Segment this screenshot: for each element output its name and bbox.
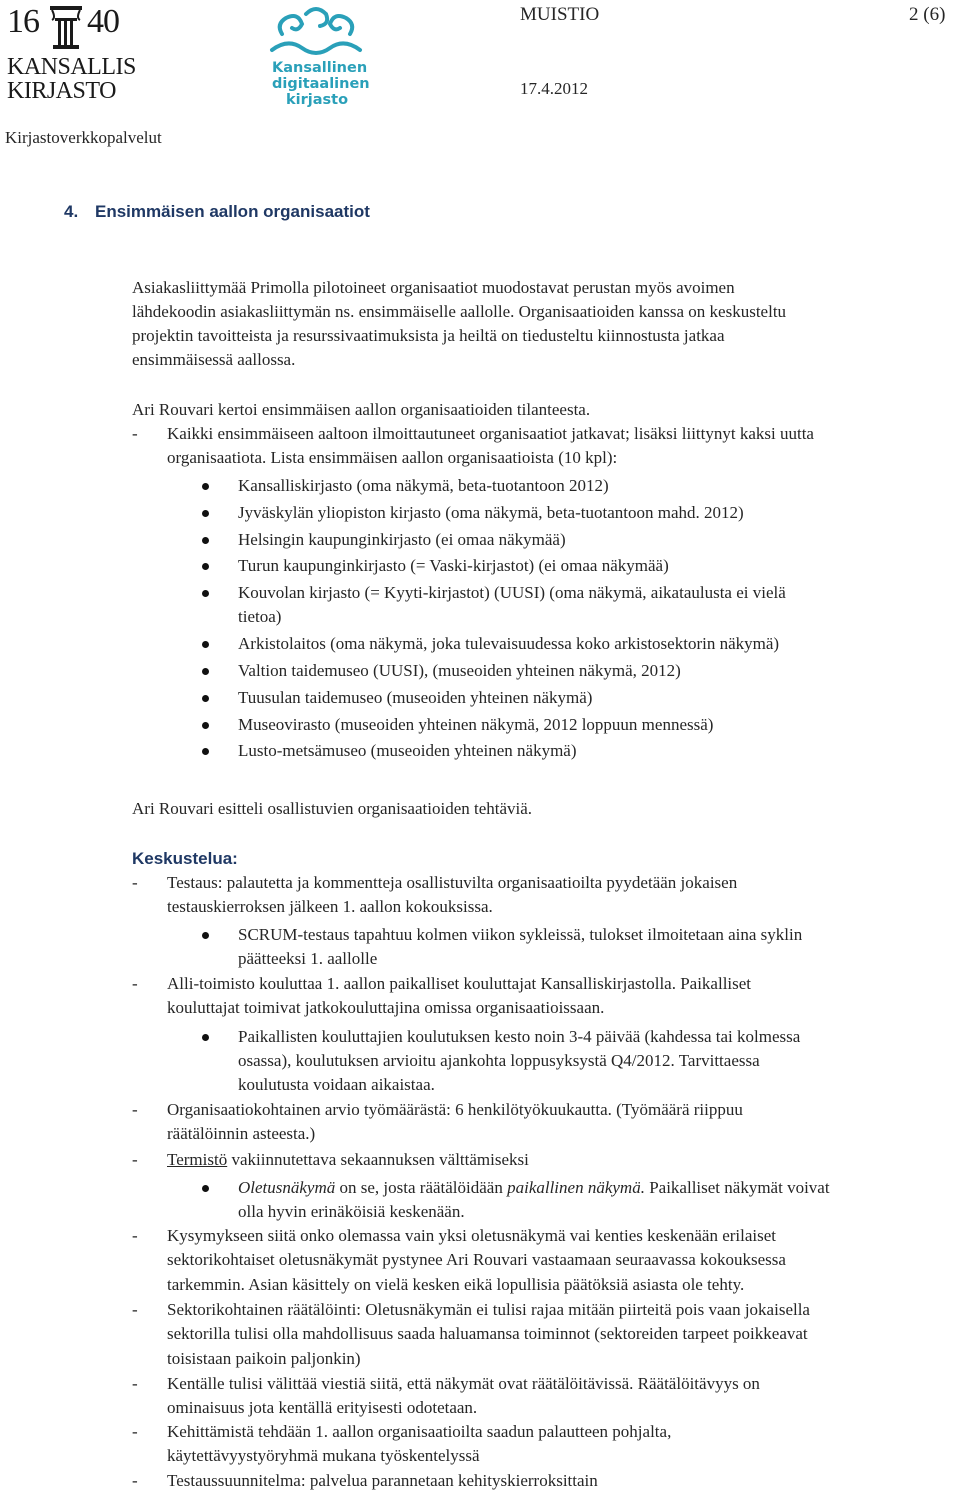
organization-item: Helsingin kaupunginkirjasto (ei omaa näkymää) [238,529,566,549]
kk-logo-number-right: 40 [87,3,119,40]
organization-item: Museovirasto (museoiden yhteinen näkymä, 2012 loppuun mennessä) [238,714,714,734]
oletus-term: Oletusnäkymä [238,1178,336,1197]
kysymys-line: sektorikohtaiset oletusnäkymät pystynee Ari Rouvari vastaamaan seuraavassa kokouksessa [167,1250,786,1269]
kentalle-line: ominaisuus jota kentällä erityisesti odotetaan. [167,1398,478,1417]
dash-marker: - [132,1100,138,1119]
organization-item: Turun kaupunginkirjasto (= Vaski-kirjastot) (ei omaa näkymää) [238,556,669,576]
sektori-line: toisistaan paikoin paljonkin) [167,1349,361,1368]
termisto-term: Termistö [167,1150,228,1169]
nk-logo-line2: digitaalinen [272,76,370,92]
bullet-marker [202,483,209,490]
testaus-line: Testaus: palautetta ja kommentteja osallistuvilta organisaatioilta pyydetään jokaisen [167,873,738,892]
bullet-marker [202,641,209,648]
termisto-line [167,1148,529,1172]
organization-item: tietoa) [238,607,282,627]
section-number: 4. [64,202,79,221]
oletus-line: olla hyvin erinäköisiä keskenään. [238,1202,465,1221]
kansallinen-digitaalinen-kirjasto-logo [262,4,372,114]
bullet-marker [202,748,209,755]
termisto-rest: vakiinnutettava sekaannuksen välttämiseksi [227,1150,529,1169]
rouvari-status: Ari Rouvari kertoi ensimmäisen aallon organisaatioiden tilanteesta. [132,400,591,419]
suunnitelma-line: Testaussuunnitelma: palvelua parannetaan kehityskierroksittain [167,1471,598,1490]
kehitys-line: käytettävyystyöryhmä mukana työskentelyssä [167,1446,480,1465]
organization-item: Valtion taidemuseo (UUSI), (museoiden yhteinen näkymä, 2012) [238,660,681,680]
intro-line: Asiakasliittymää Primolla pilotoineet organisaatiot muodostavat perustan myös avoimen [132,278,735,297]
organization-item: Lusto-metsämuseo (museoiden yhteinen näkymä) [238,741,577,761]
kysymys-line: tarkemmin. Asian käsittely on vielä kesken eikä lopullisia päätöksiä asiasta ole tehty. [167,1275,745,1294]
paikallisten-line: koulutusta voidaan aikaistaa. [238,1075,435,1094]
dash-marker: - [132,1374,138,1393]
dash-marker: - [132,1150,138,1169]
dash-marker: - [132,424,138,443]
bullet-marker [202,1034,209,1041]
bullet-marker [202,722,209,729]
bullet-marker [202,537,209,544]
nk-logo-line1: Kansallinen [272,60,368,76]
dash-marker: - [132,974,138,993]
dash-text: Kaikki ensimmäiseen aaltoon ilmoittautuneet organisaatiot jatkavat; lisäksi liittynyt kaksi uutta [167,424,814,443]
bullet-marker [202,563,209,570]
dash-marker: - [132,873,138,892]
rouvari-tasks: Ari Rouvari esitteli osallistuvien organisaatioiden tehtäviä. [132,799,533,818]
oletus-line [238,1176,830,1200]
bullet-marker [202,1185,209,1192]
dash-marker: - [132,1471,138,1490]
scrum-line: SCRUM-testaus tapahtuu kolmen viikon sykleissä, tulokset ilmoitetaan aina syklin [238,925,803,944]
alli-line: Alli-toimisto kouluttaa 1. aallon paikalliset kouluttajat Kansalliskirjastolla. Paikalliset [167,974,752,993]
kysymys-line: Kysymykseen siitä onko olemassa vain yksi oletusnäkymä vai kenties keskenään erilaiset [167,1226,777,1245]
organization-item: Kouvolan kirjasto (= Kyyti-kirjastot) (UUSI) (oma näkymä, aikataulusta ei vielä [238,583,786,603]
paikallisten-line: osassa), koulutuksen arvioitu ajankohta loppusyksystä Q4/2012. Tarvittaessa [238,1051,760,1070]
dash-marker: - [132,1226,138,1245]
paikallisten-line: Paikallisten kouluttajien koulutuksen kesto noin 3-4 päivää (kahdessa tai kolmessa [238,1027,801,1046]
dash-marker: - [132,1422,138,1441]
intro-line: projektin tavoitteista ja resurssivaatimuksista ja heiltä on tiedusteltu kiinnostusta jatkaa [132,326,725,345]
oletus-text: on se, josta räätälöidään [335,1178,508,1197]
bullet-marker [202,510,209,517]
department: Kirjastoverkkopalvelut [5,128,162,147]
doc-date: 17.4.2012 [520,79,588,98]
bullet-marker [202,590,209,597]
page-number: 2 (6) [909,4,946,25]
discussion-heading: Keskustelua: [132,849,238,868]
kk-logo-line1: KANSALLIS [7,54,136,80]
sektori-line: Sektorikohtainen räätälöinti: Oletusnäkymän ei tulisi rajaa mitään piirteitä pois vaan jokaisella [167,1300,810,1319]
sektori-line: sektorilla tulisi olla mahdollisuus saada haluamansa toiminnot (sektoreiden tarpeet poikkeavat [167,1324,808,1343]
intro-line: lähdekoodin asiakasliittymän ns. ensimmäiselle aallolle. Organisaatioiden kanssa on keskusteltu [132,302,787,321]
testaus-line: testauskierroksen jälkeen 1. aallon kokouksissa. [167,897,493,916]
kk-logo-line2: KIRJASTO [7,78,116,104]
arvio-line: Organisaatiokohtainen arvio työmäärästä: 6 henkilötyökuukautta. (Työmäärä riippuu [167,1100,743,1119]
kentalle-line: Kentälle tulisi välittää viestiä siitä, että näkymät ovat räätälöitävissä. Räätälöitävyys on [167,1374,760,1393]
bullet-marker [202,932,209,939]
column-icon [47,4,85,52]
organization-item: Kansalliskirjasto (oma näkymä, beta-tuotantoon 2012) [238,476,609,495]
intro-line: ensimmäisessä aallossa. [132,350,296,369]
arvio-line: räätälöinnin asteesta.) [167,1124,316,1143]
bullet-marker [202,695,209,702]
bullet-marker [202,668,209,675]
kehitys-line: Kehittämistä tehdään 1. aallon organisaatioilta saadun palautteen pohjalta, [167,1422,672,1441]
dash-marker: - [132,1300,138,1319]
organization-item: Tuusulan taidemuseo (museoiden yhteinen näkymä) [238,687,593,707]
doc-type: MUISTIO [520,4,600,25]
kk-logo-number-left: 16 [7,3,39,40]
organization-item: Arkistolaitos (oma näkymä, joka tulevaisuudessa koko arkistosektorin näkymä) [238,634,780,654]
section-title: Ensimmäisen aallon organisaatiot [95,202,370,221]
scrum-line: päätteeksi 1. aallolle [238,949,378,968]
paikallinen-term: paikallinen näkymä. [507,1178,645,1197]
oletus-text-end: Paikalliset näkymät voivat [644,1178,830,1197]
organization-item: Jyväskylän yliopiston kirjasto (oma näkymä, beta-tuotantoon mahd. 2012) [238,502,744,522]
waves-icon [268,4,364,56]
nk-logo-line3: kirjasto [286,92,349,108]
dash-text: organisaatiota. Lista ensimmäisen aallon organisaatioista (10 kpl): [167,448,618,467]
kansalliskirjasto-logo [5,3,136,104]
alli-line: kouluttajat toimivat jatkokouluttajina omissa organisaatioissaan. [167,998,605,1017]
